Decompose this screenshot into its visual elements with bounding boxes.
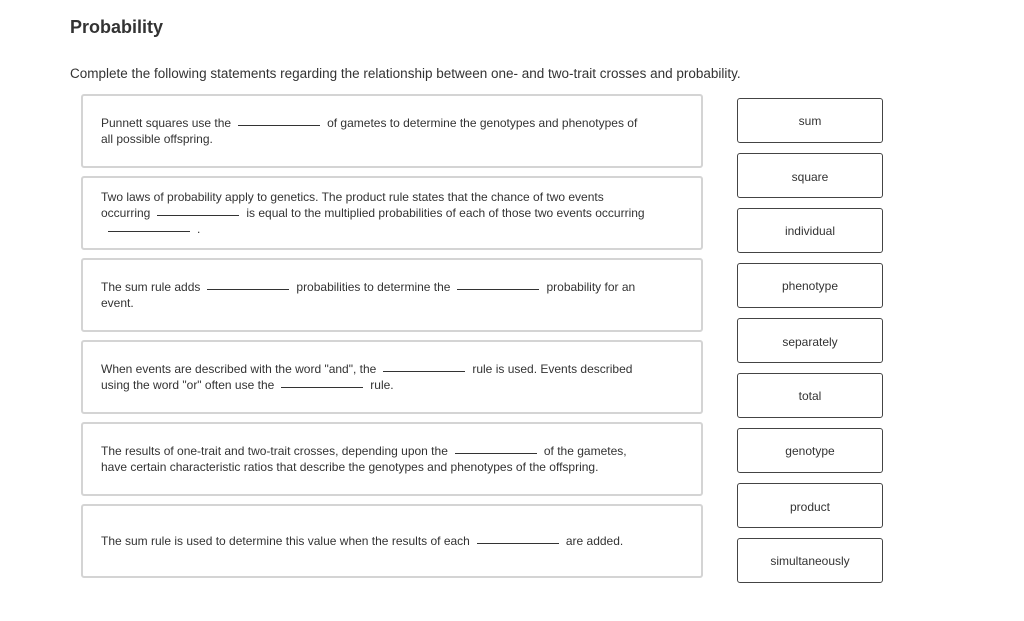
word-token-square[interactable]: square xyxy=(737,153,883,198)
statement-text: of gametes to determine the genotypes and phenotypes of all possible offspring. xyxy=(101,116,638,146)
word-token-genotype[interactable]: genotype xyxy=(737,428,883,473)
word-token-product[interactable]: product xyxy=(737,483,883,528)
statement-text: When events are described with the word "and", the xyxy=(101,362,377,376)
statement-text: probability for an event. xyxy=(101,280,636,310)
instructions-text: Complete the following statements regarding the relationship between one- and two-trait crosses and probability. xyxy=(70,66,741,81)
drop-blank[interactable] xyxy=(281,386,363,388)
statement-text: are added. xyxy=(565,534,624,548)
statement-text: rule is used. Events described using the word "or" often use the xyxy=(101,362,633,392)
statement-list xyxy=(81,94,703,586)
word-token-individual[interactable]: individual xyxy=(737,208,883,253)
drop-blank[interactable] xyxy=(477,542,559,544)
word-token-separately[interactable]: separately xyxy=(737,318,883,363)
statement-text: . xyxy=(197,222,201,236)
statement-5 xyxy=(81,422,703,496)
statement-2 xyxy=(81,176,703,250)
drop-blank[interactable] xyxy=(238,124,320,126)
word-token-sum[interactable]: sum xyxy=(737,98,883,143)
statement-text: The results of one-trait and two-trait crosses, depending upon the xyxy=(101,444,448,458)
statement-text: is equal to the multiplied probabilities of each of those two events occurring xyxy=(246,206,645,220)
word-bank xyxy=(737,98,883,593)
statement-3 xyxy=(81,258,703,332)
word-token-total[interactable]: total xyxy=(737,373,883,418)
statement-text: Punnett squares use the xyxy=(101,116,232,130)
drop-blank[interactable] xyxy=(157,214,239,216)
word-token-simultaneously[interactable]: simultaneously xyxy=(737,538,883,583)
statement-4 xyxy=(81,340,703,414)
drop-blank[interactable] xyxy=(455,452,537,454)
page-title: Probability xyxy=(70,17,164,37)
word-token-phenotype[interactable]: phenotype xyxy=(737,263,883,308)
drop-blank[interactable] xyxy=(108,230,190,232)
statement-text: The sum rule adds xyxy=(101,280,201,294)
statement-text: rule. xyxy=(370,378,394,392)
drop-blank[interactable] xyxy=(383,370,465,372)
drop-blank[interactable] xyxy=(457,288,539,290)
statement-text: Two laws of probability apply to genetics. The product rule states that the chance of two events occurring xyxy=(101,190,604,220)
statement-1 xyxy=(81,94,703,168)
statement-text: probabilities to determine the xyxy=(296,280,451,294)
statement-text: The sum rule is used to determine this value when the results of each xyxy=(101,534,470,548)
statement-6 xyxy=(81,504,703,578)
drop-blank[interactable] xyxy=(207,288,289,290)
statement-text: of the gametes, have certain characteristic ratios that describe the genotypes and phenotypes of the offspring. xyxy=(101,444,627,474)
